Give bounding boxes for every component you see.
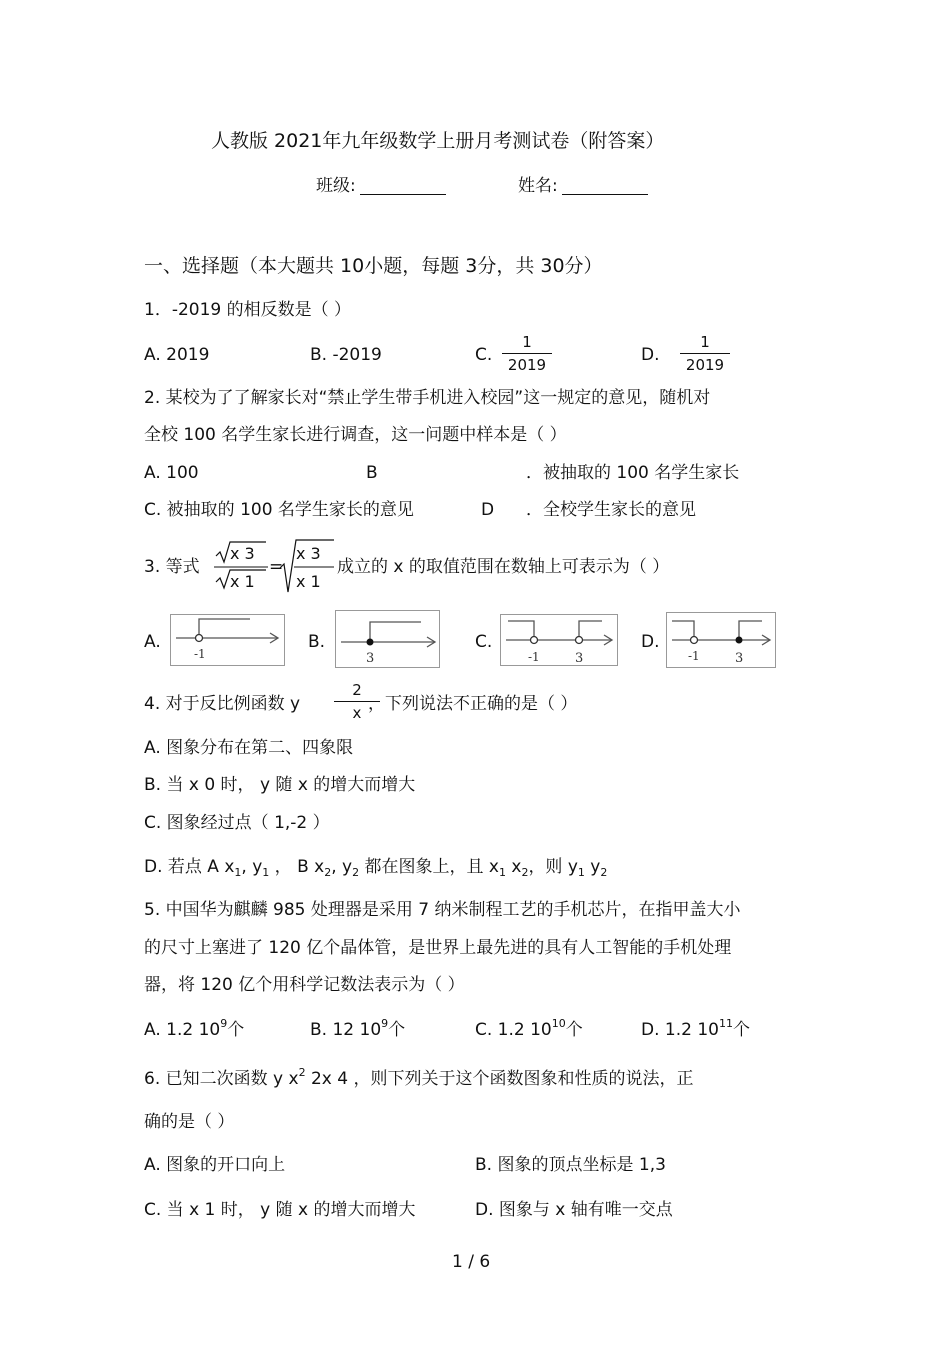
- subscript: 1: [234, 866, 242, 879]
- figure-frame: [171, 615, 285, 666]
- open-point: [576, 637, 583, 644]
- subscript: 1: [498, 866, 506, 879]
- text-part: ， B x: [269, 857, 325, 877]
- text-part: D. 若点 A x: [144, 857, 235, 877]
- fraction-bar: [502, 353, 552, 354]
- q3-option-d-label: D.: [641, 632, 660, 652]
- open-point: [531, 637, 538, 644]
- q2-option-c: C. 被抽取的 100 名学生家长的意见: [144, 500, 414, 520]
- exponent: 2: [298, 1066, 306, 1079]
- left-ray-bracket: [672, 621, 694, 640]
- fraction-denominator: x: [352, 704, 362, 722]
- right-ray-bracket: [739, 621, 762, 640]
- exponent: 9: [381, 1017, 389, 1030]
- q3-option-a-number-line: [170, 614, 285, 666]
- fraction-numerator: 2: [352, 681, 362, 699]
- q1-option-a: A. 2019: [144, 345, 210, 365]
- q6-line2: 确的是（ ）: [144, 1112, 235, 1132]
- subscript: 1: [262, 866, 270, 879]
- section-heading: 一、选择题（本大题共 10小题，每题 3分，共 30分）: [144, 255, 603, 277]
- fraction-denominator: 2019: [685, 356, 725, 374]
- q4-option-b: B. 当 x 0 时， y 随 x 的增大而增大: [144, 775, 416, 795]
- name-label: 姓名:: [518, 176, 558, 196]
- q3-rhs-numerator: x 3: [296, 544, 321, 563]
- q6-option-c: C. 当 x 1 时， y 随 x 的增大而增大: [144, 1200, 416, 1220]
- text-part: , y: [331, 857, 353, 877]
- subscript: 2: [600, 866, 608, 879]
- q3-lhs-denominator: x 1: [230, 572, 255, 591]
- q3-prefix: 3. 等式: [144, 557, 200, 577]
- q2-line2: 全校 100 名学生家长进行调查，这一问题中样本是（ ）: [144, 425, 567, 445]
- tick-label: -1: [528, 650, 540, 664]
- subscript: 1: [577, 866, 585, 879]
- left-ray-bracket: [508, 621, 534, 640]
- fraction-denominator: 2019: [507, 356, 547, 374]
- text-part: D. 1.2 10: [641, 1020, 719, 1040]
- q5-line1: 5. 中国华为麒麟 985 处理器是采用 7 纳米制程工艺的手机芯片，在指甲盖大小: [144, 900, 741, 920]
- q1-option-c-fraction: [502, 333, 552, 374]
- q6-option-a: A. 图象的开口向上: [144, 1155, 286, 1175]
- text-part: 都在图象上，且 x: [359, 857, 499, 877]
- text-part: , y: [241, 857, 263, 877]
- q2-option-d-label: D: [481, 500, 495, 520]
- q5-line3: 器，将 120 亿个用科学记数法表示为（ ）: [144, 975, 465, 995]
- q4-option-a: A. 图象分布在第二、四象限: [144, 738, 354, 758]
- q1-stem: 1．-2019 的相反数是（ ）: [144, 300, 352, 320]
- tick-label: -1: [194, 647, 206, 661]
- q5-line2: 的尺寸上塞进了 120 亿个晶体管，是世界上最先进的具有人工智能的手机处理: [144, 938, 732, 958]
- q4-suffix: ，下列说法不正确的是（ ）: [368, 694, 578, 714]
- tick-label: -1: [688, 649, 700, 663]
- q3-option-c-label: C.: [475, 632, 493, 652]
- q2-line1: 2. 某校为了了解家长对“禁止学生带手机进入校园”这一规定的意见，随机对: [144, 388, 711, 408]
- tick-label: 3: [735, 651, 744, 666]
- tick-label: 3: [366, 651, 375, 666]
- q2-option-b-label: B: [366, 463, 378, 483]
- text-part: ，则 y: [528, 857, 578, 877]
- q1-option-d-fraction: [680, 333, 730, 374]
- q3-option-c-number-line: [500, 614, 618, 666]
- subscript: 2: [352, 866, 360, 879]
- q1-option-c-label: C.: [475, 345, 493, 365]
- class-field: [316, 176, 446, 196]
- ray-bracket: [199, 619, 250, 638]
- q6-line1: [144, 1066, 694, 1091]
- q4-option-c: C. 图象经过点（ 1,-2 ）: [144, 813, 330, 833]
- figure-frame: [336, 611, 440, 668]
- closed-point: [367, 639, 374, 646]
- q5-option-a: [144, 1017, 245, 1042]
- text-part: C. 1.2 10: [475, 1020, 552, 1040]
- q2-option-d-text: ．全校学生家长的意见: [526, 500, 696, 520]
- q1-option-b: B. -2019: [310, 345, 382, 365]
- text-part: y: [584, 857, 601, 877]
- fraction-bar: [680, 353, 730, 354]
- q3-rhs-denominator: x 1: [296, 572, 321, 591]
- q3-option-a-label: A.: [144, 632, 161, 652]
- q2-option-b-text: ．被抽取的 100 名学生家长: [526, 463, 740, 483]
- exponent: 11: [718, 1017, 733, 1030]
- subscript: 2: [324, 866, 332, 879]
- q5-option-b: [310, 1017, 406, 1042]
- ray-bracket: [370, 622, 421, 642]
- unit: 个: [732, 1020, 750, 1040]
- q3-option-b-number-line: [335, 610, 440, 668]
- q5-option-d: [641, 1017, 750, 1042]
- q4-option-d: [144, 857, 607, 879]
- unit: 个: [388, 1020, 406, 1040]
- q1-option-d-label: D.: [641, 345, 660, 365]
- tick-label: 3: [575, 651, 584, 666]
- page-title: 人教版 2021年九年级数学上册月考测试卷（附答案）: [211, 130, 665, 152]
- right-ray-bracket: [579, 621, 602, 640]
- q2-option-a: A. 100: [144, 463, 199, 483]
- unit: 个: [227, 1020, 245, 1040]
- exponent: 10: [551, 1017, 566, 1030]
- name-field: [518, 176, 648, 196]
- q3-option-d-number-line: [666, 612, 776, 668]
- open-point: [196, 635, 203, 642]
- fraction-numerator: 1: [522, 333, 532, 351]
- subscript: 2: [521, 866, 529, 879]
- q6-option-b: B. 图象的顶点坐标是 1,3: [475, 1155, 666, 1175]
- text-part: x: [505, 857, 522, 877]
- q3-option-b-label: B.: [308, 632, 326, 652]
- page-number: 1 / 6: [452, 1252, 491, 1272]
- q3-suffix: 成立的 x 的取值范围在数轴上可表示为（ ）: [337, 557, 670, 577]
- exponent: 9: [220, 1017, 228, 1030]
- q6-option-d: D. 图象与 x 轴有唯一交点: [475, 1200, 673, 1220]
- open-point: [691, 637, 698, 644]
- text-part: 2x 4 ，则下列关于这个函数图象和性质的说法，正: [305, 1069, 694, 1089]
- q3-equals: =: [269, 557, 284, 577]
- name-blank[interactable]: [562, 178, 648, 195]
- class-blank[interactable]: [360, 178, 446, 195]
- closed-point: [736, 637, 743, 644]
- text-part: A. 1.2 10: [144, 1020, 221, 1040]
- text-part: 6. 已知二次函数 y x: [144, 1069, 299, 1089]
- q4-prefix: 4. 对于反比例函数 y: [144, 694, 301, 714]
- class-label: 班级:: [316, 176, 356, 196]
- q5-option-c: [475, 1017, 583, 1042]
- text-part: B. 12 10: [310, 1020, 382, 1040]
- q3-lhs-numerator: x 3: [230, 544, 255, 563]
- fraction-numerator: 1: [700, 333, 710, 351]
- unit: 个: [565, 1020, 583, 1040]
